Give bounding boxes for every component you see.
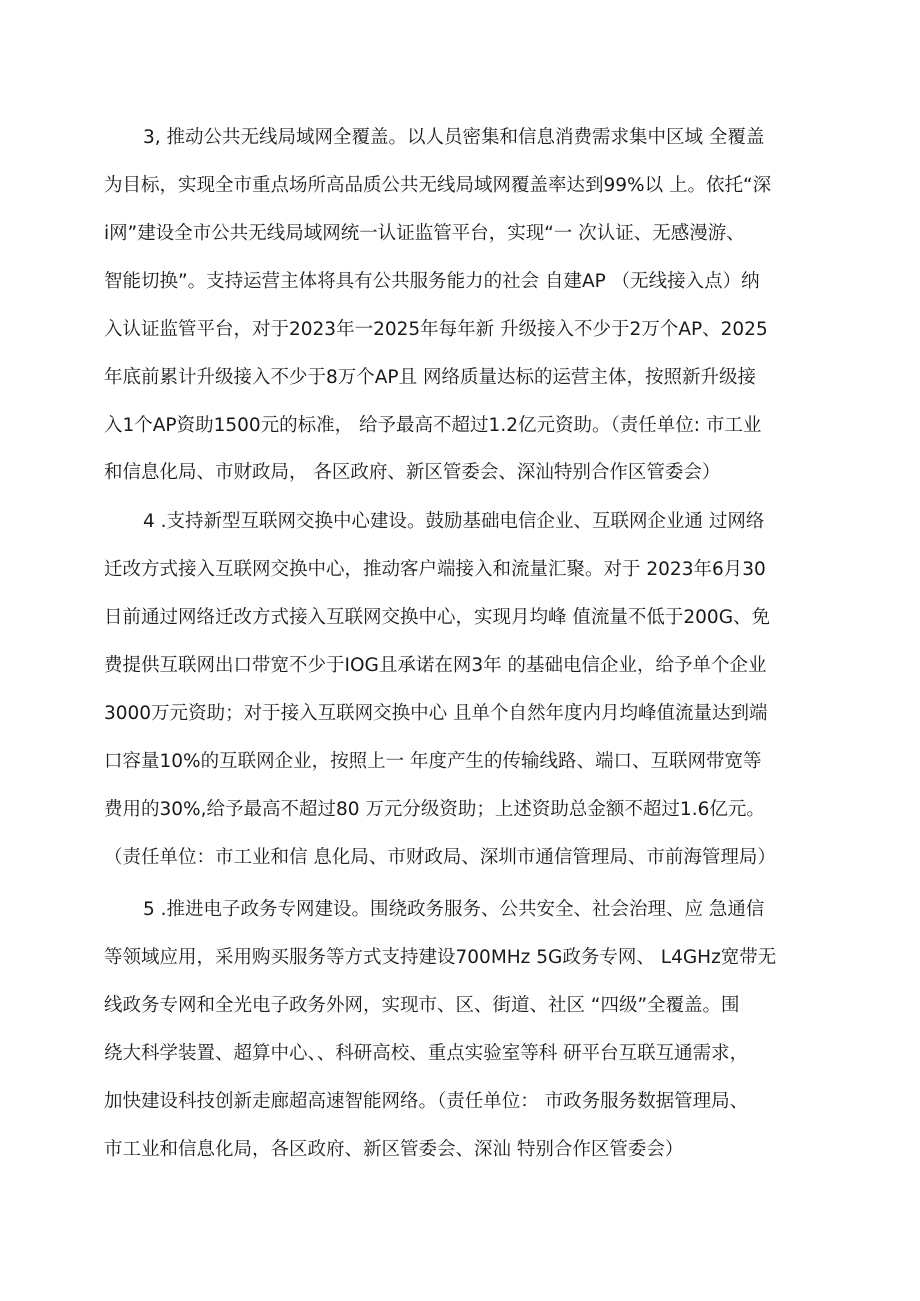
text-line: 入认证监管平台，对于2023年一2025年每年新 升级接入不少于2万个AP、2025 (104, 319, 768, 340)
text-line: 3000万元资助；对于接入互联网交换中心 且单个自然年度内月均峰值流量达到端 (104, 703, 768, 724)
text-line: 费用的30%,给予最高不超过80 万元分级资助；上述资助总金额不超过1.6亿元。 (104, 799, 765, 820)
text-line: i网”建设全市公共无线局域网统一认证监管平台，实现“一 次认证、无感漫游、 (104, 223, 745, 244)
text-line: 和信息化局、市财政局， 各区政府、新区管委会、深汕特别合作区管委会） (104, 462, 721, 483)
text-line: （责任单位：市工业和信 息化局、市财政局、深圳市通信管理局、市前海管理局） (104, 847, 776, 868)
text-line: 迁改方式接入互联网交换中心，推动客户端接入和流量汇聚。对于 2023年6月30 (104, 559, 766, 580)
text-line: 等领域应用，采用购买服务等方式支持建设700MHz 5G政务专网、 L4GHz宽带无 (104, 947, 777, 968)
text-line: 入1个AP资助1500元的标准， 给予最高不超过1.2亿元资助。（责任单位: 市工业 (104, 415, 762, 436)
text-line: 年底前累计升级接入不少于8万个AP且 网络质量达标的运营主体，按照新升级接 (104, 367, 756, 388)
text-line: 4 .支持新型互联网交换中心建设。鼓励基础电信企业、互联网企业通 过网络 (143, 511, 765, 532)
text-line: 加快建设科技创新走廊超高速智能网络。（责任单位： 市政务服务数据管理局、 (104, 1091, 749, 1112)
text-line: 线政务专网和全光电子政务外网，实现市、区、街道、社区 “四级”全覆盖。围 (104, 995, 740, 1016)
text-line: 市工业和信息化局，各区政府、新区管委会、深汕 特别合作区管委会） (104, 1139, 684, 1160)
text-line: 绕大科学装置、超算中心、、科研高校、重点实验室等科 研平台互联互通需求， (104, 1043, 749, 1064)
text-line: 5 .推进电子政务专网建设。围绕政务服务、公共安全、社会治理、应 急通信 (143, 899, 765, 920)
text-line: 为目标，实现全市重点场所高品质公共无线局域网覆盖率达到99%以 上。依托“深 (104, 175, 772, 196)
text-line: 费提供互联网出口带宽不少于IOG且承诺在网3年 的基础电信企业，给予单个企业 (104, 655, 767, 676)
text-line: 口容量10%的互联网企业，按照上一 年度产生的传输线路、端口、互联网带宽等 (104, 751, 762, 772)
text-line: 3, 推动公共无线局域网全覆盖。以人员密集和信息消费需求集中区域 全覆盖 (143, 127, 765, 148)
text-line: 日前通过网络迁改方式接入互联网交换中心，实现月均峰 值流量不低于200G、免 (104, 607, 771, 628)
text-line: 智能切换”。支持运营主体将具有公共服务能力的社会 自建AP （无线接入点）纳 (104, 271, 760, 292)
